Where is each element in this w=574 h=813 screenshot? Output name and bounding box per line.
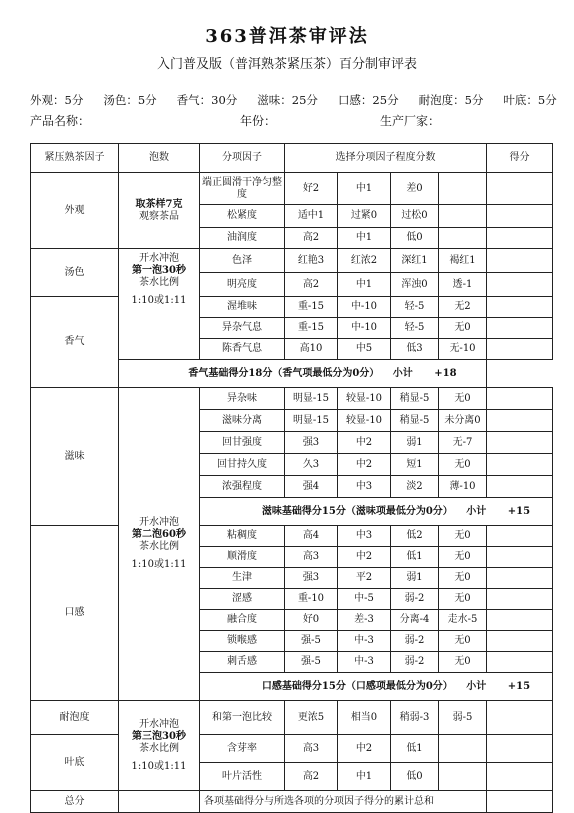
option-cell[interactable]: 低1 — [391, 735, 439, 763]
subtotal-value: +18 — [434, 367, 457, 379]
score-cell[interactable] — [487, 273, 553, 297]
option-cell[interactable]: 强-5 — [285, 652, 338, 673]
option-cell[interactable]: 中-5 — [338, 589, 391, 610]
brew-line: 取茶样7克 — [135, 198, 183, 210]
option-cell[interactable]: 重-15 — [285, 297, 338, 318]
option-cell[interactable]: 红艳3 — [285, 249, 338, 273]
subfactor: 油润度 — [200, 228, 285, 249]
option-cell[interactable]: 久3 — [285, 454, 338, 476]
weight-item: 外观：5分 — [30, 93, 84, 107]
option-cell[interactable]: 中3 — [338, 526, 391, 547]
option-cell[interactable] — [439, 735, 487, 763]
table-row — [31, 735, 553, 763]
page-subtitle: 入门普及版（普洱熟茶紧压茶）百分制审评表 — [156, 57, 417, 72]
brew-line: 第三泡30秒 — [132, 730, 186, 742]
score-cell[interactable] — [487, 297, 553, 318]
subfactor: 生津 — [200, 568, 285, 589]
subfactor: 色泽 — [200, 249, 285, 273]
brew-line: 1:10或1:11 — [131, 760, 187, 772]
brew-line: 观察茶品 — [139, 210, 179, 222]
option-cell[interactable]: 深红1 — [391, 249, 439, 273]
score-cell[interactable] — [487, 388, 553, 410]
option-cell[interactable]: 无0 — [439, 589, 487, 610]
option-cell[interactable]: 稍弱-3 — [391, 701, 439, 735]
option-cell[interactable]: 高4 — [285, 526, 338, 547]
table-row — [31, 701, 553, 735]
factor-durability: 耐泡度 — [31, 701, 119, 735]
header-factor: 紧压熟茶因子 — [31, 144, 119, 173]
score-cell[interactable] — [487, 526, 553, 547]
option-cell[interactable]: 中1 — [338, 228, 391, 249]
score-cell[interactable] — [487, 318, 553, 339]
option-cell[interactable]: 强3 — [285, 432, 338, 454]
option-cell[interactable]: 较显-10 — [338, 388, 391, 410]
option-cell[interactable]: 过松0 — [391, 205, 439, 228]
option-cell[interactable]: 无2 — [439, 297, 487, 318]
option-cell[interactable]: 更浓5 — [285, 701, 338, 735]
score-cell[interactable] — [487, 454, 553, 476]
option-cell[interactable]: 中2 — [338, 432, 391, 454]
factor-taste: 滋味 — [31, 388, 119, 526]
factor-soup: 汤色 — [31, 249, 119, 297]
option-cell[interactable]: 无0 — [439, 388, 487, 410]
option-cell[interactable]: 好2 — [285, 173, 338, 205]
option-cell[interactable]: 低0 — [391, 763, 439, 791]
year-label: 年份： — [240, 114, 277, 128]
option-cell[interactable]: 中-3 — [338, 652, 391, 673]
weight-item: 汤色：5分 — [103, 93, 157, 107]
maker-label: 生产厂家： — [380, 114, 441, 128]
total-row — [31, 791, 553, 813]
brew-line: 开水冲泡 — [139, 718, 179, 730]
brew-second — [119, 388, 200, 701]
option-cell[interactable]: 低0 — [391, 228, 439, 249]
option-cell[interactable]: 适中1 — [285, 205, 338, 228]
option-cell[interactable]: 无-10 — [439, 339, 487, 360]
summary-text: 滋味基础得分15分（滋味项最低分为0分） — [261, 505, 453, 517]
subfactor: 异杂味 — [200, 388, 285, 410]
header-subfactor: 分项因子 — [200, 144, 285, 173]
option-cell[interactable]: 中-3 — [338, 631, 391, 652]
header-brew: 泡数 — [119, 144, 200, 173]
score-cell[interactable] — [487, 568, 553, 589]
subtotal-value: +15 — [507, 680, 531, 692]
option-cell[interactable]: 相当0 — [338, 701, 391, 735]
score-cell[interactable] — [487, 476, 553, 498]
score-cell[interactable] — [487, 735, 553, 763]
option-cell[interactable]: 无0 — [439, 454, 487, 476]
brew-line: 茶水比例 — [139, 277, 179, 288]
subfactor: 顺滑度 — [200, 547, 285, 568]
table-row — [31, 526, 553, 547]
brew-line: 茶水比例 — [139, 541, 179, 552]
option-cell[interactable]: 中-10 — [338, 318, 391, 339]
subfactor: 渥堆味 — [200, 297, 285, 318]
subfactor: 松紧度 — [200, 205, 285, 228]
subfactor: 和第一泡比较 — [200, 701, 285, 735]
header-row — [31, 144, 553, 173]
option-cell[interactable]: 无0 — [439, 547, 487, 568]
option-cell[interactable]: 无0 — [439, 652, 487, 673]
option-cell[interactable]: 无0 — [439, 526, 487, 547]
total-score-cell[interactable] — [487, 791, 553, 813]
option-cell[interactable]: 轻-5 — [391, 297, 439, 318]
option-cell[interactable]: 褐红1 — [439, 249, 487, 273]
option-cell[interactable]: 高3 — [285, 547, 338, 568]
aroma-summary — [119, 360, 487, 388]
option-cell[interactable]: 高3 — [285, 735, 338, 763]
score-cell[interactable] — [487, 173, 553, 205]
subfactor: 端正圆滑干净匀整度 — [200, 173, 285, 205]
option-cell[interactable]: 浑浊0 — [391, 273, 439, 297]
score-cell[interactable] — [487, 339, 553, 360]
option-cell[interactable]: 中2 — [338, 547, 391, 568]
option-cell[interactable]: 低3 — [391, 339, 439, 360]
option-cell[interactable]: 弱1 — [391, 568, 439, 589]
option-cell[interactable]: 高10 — [285, 339, 338, 360]
subfactor: 刺舌感 — [200, 652, 285, 673]
score-cell[interactable] — [487, 410, 553, 432]
score-cell[interactable] — [487, 652, 553, 673]
option-cell[interactable]: 弱-2 — [391, 652, 439, 673]
option-cell[interactable]: 弱-5 — [439, 701, 487, 735]
option-cell[interactable]: 平2 — [338, 568, 391, 589]
option-cell[interactable]: 强4 — [285, 476, 338, 498]
option-cell[interactable]: 弱-2 — [391, 589, 439, 610]
weight-item: 叶底：5分 — [503, 93, 557, 107]
option-cell[interactable]: 红浓2 — [338, 249, 391, 273]
subfactor: 回甘持久度 — [200, 454, 285, 476]
option-cell[interactable]: 无0 — [439, 631, 487, 652]
brew-line: 1:10或1:11 — [131, 559, 187, 570]
weight-item: 滋味：25分 — [257, 93, 318, 107]
option-cell[interactable]: 透-1 — [439, 273, 487, 297]
brew-third — [119, 701, 200, 791]
option-cell[interactable]: 强3 — [285, 568, 338, 589]
option-cell[interactable]: 无0 — [439, 318, 487, 339]
option-cell[interactable]: 中1 — [338, 173, 391, 205]
weight-line — [30, 92, 560, 108]
option-cell[interactable] — [439, 205, 487, 228]
option-cell[interactable]: 重-15 — [285, 318, 338, 339]
option-cell[interactable]: 差-3 — [338, 610, 391, 631]
subfactor: 浓强程度 — [200, 476, 285, 498]
factor-appearance: 外观 — [31, 173, 119, 249]
option-cell[interactable]: 高2 — [285, 273, 338, 297]
weight-item: 香气：30分 — [176, 93, 238, 107]
subfactor: 陈香气息 — [200, 339, 285, 360]
score-table — [30, 143, 553, 813]
subfactor: 叶片活性 — [200, 763, 285, 791]
subtotal-label: 小计 — [466, 680, 487, 692]
option-cell[interactable]: 过紧0 — [338, 205, 391, 228]
product-name-label: 产品名称： — [30, 114, 91, 128]
option-cell[interactable]: 较显-10 — [338, 410, 391, 432]
option-cell[interactable]: 中1 — [338, 763, 391, 791]
score-cell[interactable] — [487, 205, 553, 228]
score-cell[interactable] — [487, 432, 553, 454]
table-row — [31, 388, 553, 410]
option-cell[interactable]: 中2 — [338, 735, 391, 763]
table-row — [31, 249, 553, 273]
table-row — [31, 297, 553, 318]
brew-first — [119, 249, 200, 360]
taste-summary — [200, 498, 553, 526]
option-cell[interactable] — [439, 763, 487, 791]
option-cell[interactable]: 中5 — [338, 339, 391, 360]
weight-item: 耐泡度：5分 — [418, 93, 484, 107]
factor-aroma: 香气 — [31, 297, 119, 388]
brew-sample — [119, 173, 200, 249]
page-title: 363普洱茶审评法 — [205, 26, 369, 47]
option-cell[interactable]: 强-5 — [285, 631, 338, 652]
subtotal-label: 小计 — [466, 505, 487, 517]
option-cell[interactable]: 轻-5 — [391, 318, 439, 339]
score-cell[interactable] — [487, 547, 553, 568]
option-cell[interactable]: 中-10 — [338, 297, 391, 318]
factor-mouthfeel: 口感 — [31, 526, 119, 701]
option-cell[interactable]: 高2 — [285, 228, 338, 249]
factor-leaf: 叶底 — [31, 735, 119, 791]
option-cell[interactable]: 好0 — [285, 610, 338, 631]
subfactor: 异杂气息 — [200, 318, 285, 339]
subtotal-value: +15 — [507, 505, 531, 517]
option-cell[interactable] — [439, 228, 487, 249]
table-row — [31, 173, 553, 205]
score-cell[interactable] — [487, 228, 553, 249]
option-cell[interactable]: 中3 — [338, 476, 391, 498]
option-cell[interactable]: 低1 — [391, 547, 439, 568]
weight-item: 口感：25分 — [337, 93, 399, 107]
option-cell[interactable] — [439, 173, 487, 205]
option-cell[interactable]: 淡2 — [391, 476, 439, 498]
option-cell[interactable]: 无0 — [439, 568, 487, 589]
option-cell[interactable]: 薄-10 — [439, 476, 487, 498]
score-cell[interactable] — [487, 701, 553, 735]
option-cell[interactable]: 分离-4 — [391, 610, 439, 631]
option-cell[interactable]: 中1 — [338, 273, 391, 297]
option-cell[interactable]: 稍显-5 — [391, 410, 439, 432]
brew-line: 第二泡60秒 — [132, 529, 186, 540]
option-cell[interactable]: 明显-15 — [285, 410, 338, 432]
option-cell[interactable]: 重-10 — [285, 589, 338, 610]
option-cell[interactable]: 低2 — [391, 526, 439, 547]
subfactor: 锁喉感 — [200, 631, 285, 652]
brew-line: 第一泡30秒 — [132, 265, 186, 276]
brew-line: 1:10或1:11 — [131, 295, 187, 306]
score-cell[interactable] — [487, 249, 553, 273]
option-cell[interactable]: 未分离0 — [439, 410, 487, 432]
brew-line: 开水冲泡 — [139, 253, 179, 264]
option-cell[interactable]: 弱1 — [391, 432, 439, 454]
option-cell[interactable]: 中2 — [338, 454, 391, 476]
option-cell[interactable]: 弱-2 — [391, 631, 439, 652]
option-cell[interactable]: 明显-15 — [285, 388, 338, 410]
subfactor: 涩感 — [200, 589, 285, 610]
brew-line: 开水冲泡 — [139, 517, 179, 528]
option-cell[interactable]: 无-7 — [439, 432, 487, 454]
score-cell[interactable] — [487, 763, 553, 791]
option-cell[interactable]: 短1 — [391, 454, 439, 476]
option-cell[interactable]: 高2 — [285, 763, 338, 791]
score-cell[interactable] — [487, 610, 553, 631]
score-cell[interactable] — [487, 589, 553, 610]
option-cell[interactable]: 走水-5 — [439, 610, 487, 631]
summary-text: 香气基础得分18分（香气项最低分为0分） — [188, 367, 380, 379]
option-cell[interactable]: 差0 — [391, 173, 439, 205]
mouthfeel-summary — [200, 673, 553, 701]
subfactor: 明亮度 — [200, 273, 285, 297]
brew-line: 茶水比例 — [139, 742, 179, 754]
subfactor: 回甘强度 — [200, 432, 285, 454]
score-cell[interactable] — [487, 631, 553, 652]
header-score: 得分 — [487, 144, 553, 173]
header-options: 选择分项因子程度分数 — [285, 144, 487, 173]
subfactor: 滋味分离 — [200, 410, 285, 432]
option-cell[interactable]: 稍显-5 — [391, 388, 439, 410]
subfactor: 粘稠度 — [200, 526, 285, 547]
subfactor: 含芽率 — [200, 735, 285, 763]
summary-text: 口感基础得分15分（口感项最低分为0分） — [261, 680, 453, 692]
total-description: 各项基础得分与所选各项的分项因子得分的累计总和 — [200, 791, 487, 813]
subfactor: 融合度 — [200, 610, 285, 631]
factor-total: 总分 — [31, 791, 119, 813]
subtotal-label: 小计 — [392, 367, 413, 379]
